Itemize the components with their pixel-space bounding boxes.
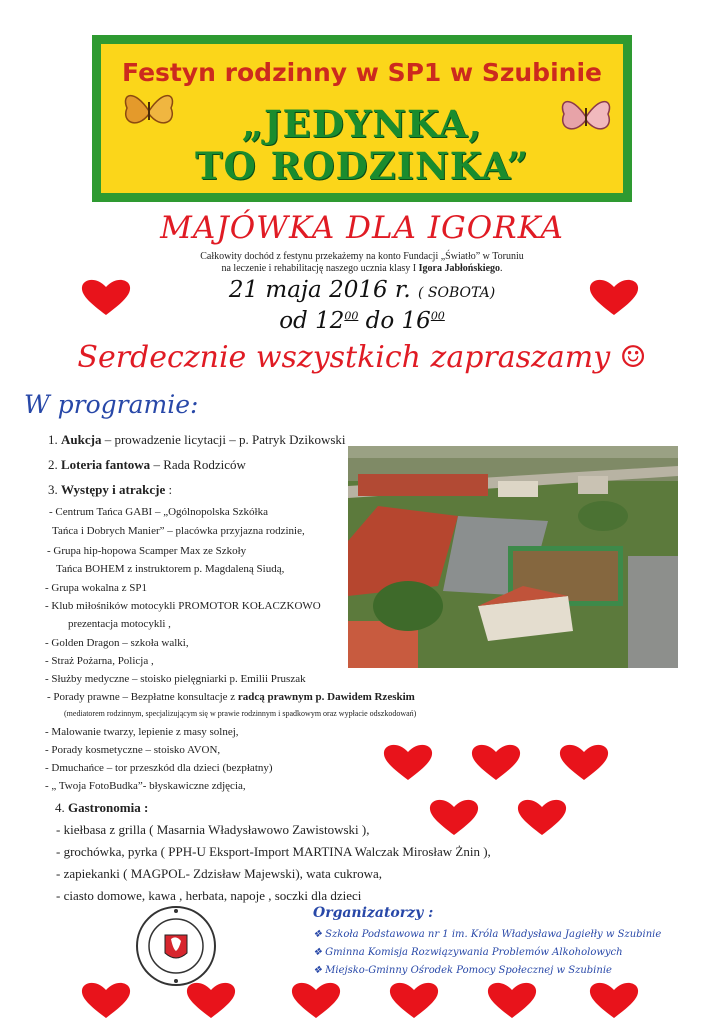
item-desc: – Rada Rodziców xyxy=(150,457,246,472)
organizers-title: Organizatorzy : xyxy=(313,905,434,921)
subitem: prezentacja motocykli , xyxy=(68,618,171,630)
program-item-1 xyxy=(48,432,346,448)
item-title: Gastronomia : xyxy=(68,800,149,815)
note-end: . xyxy=(500,263,503,274)
item-number: 4. xyxy=(55,800,68,815)
heart-icon xyxy=(428,797,480,837)
subitem: - Dmuchańce – tor przeszkód dla dzieci (bezpłatny) xyxy=(45,762,273,774)
heart-icon xyxy=(588,277,640,317)
item-title: Występy i atrakcje xyxy=(61,482,166,497)
heart-icon xyxy=(388,980,440,1020)
subitem: - Grupa wokalna z SP1 xyxy=(45,582,148,594)
subitem: - Malowanie twarzy, lepienie z masy solnej, xyxy=(45,726,239,738)
event-title: MAJÓWKA DLA IGORKA xyxy=(160,210,564,246)
heart-icon xyxy=(470,742,522,782)
food-item: - kiełbasa z grilla ( Masarnia Władysławowo Zawistowski ), xyxy=(56,822,370,837)
program-item-2 xyxy=(48,457,246,473)
organizer-item: ❖ Gminna Komisja Rozwiązywania Problemów Alkoholowych xyxy=(313,947,623,958)
heart-icon xyxy=(382,742,434,782)
aerial-school-photo xyxy=(348,446,678,668)
subitem: - Służby medyczne – stoisko pielęgniarki p. Emilii Pruszak xyxy=(45,673,306,685)
donation-note-2 xyxy=(0,263,724,274)
food-item: - grochówka, pyrka ( PPH-U Eksport-Import MARTINA Walczak Mirosław Żnin ), xyxy=(56,844,491,859)
subitem: - Porady kosmetyczne – stoisko AVON, xyxy=(45,744,221,756)
subitem: - „ Twoja FotoBudka”- błyskawiczne zdjęcia, xyxy=(45,780,246,792)
banner-line-2: TO RODZINKA” xyxy=(194,144,530,188)
item-desc: : xyxy=(165,482,173,497)
hours-to: do 16 xyxy=(358,308,431,334)
item-title: Loteria fantowa xyxy=(61,457,151,472)
item-desc: – prowadzenie licytacji – p. Patryk Dzikowski xyxy=(101,432,346,447)
school-seal-icon xyxy=(135,905,217,987)
subitem: - Grupa hip-hopowa Scamper Max ze Szkoły xyxy=(47,545,247,557)
subitem: - Klub miłośników motocykli PROMOTOR KOŁACZKOWO xyxy=(45,600,321,612)
subitem: - Golden Dragon – szkoła walki, xyxy=(45,637,189,649)
organizer-name: Szkoła Podstawowa nr 1 im. Króla Władysława Jagiełły w Szubinie xyxy=(325,929,662,940)
heart-icon xyxy=(558,742,610,782)
banner-line-1: „JEDYNKA, xyxy=(241,102,483,146)
heart-icon xyxy=(290,980,342,1020)
program-heading: W programie: xyxy=(24,390,199,419)
item-number: 3. xyxy=(48,482,61,497)
lawyer-name: radcą prawnym p. Dawidem Rzeskim xyxy=(237,691,415,703)
student-name: Igora Jabłońskiego xyxy=(418,263,501,274)
subitem: - Straż Pożarna, Policja , xyxy=(45,655,154,667)
invitation-text: Serdecznie wszystkich zapraszamy ☺ xyxy=(77,340,647,375)
heart-icon xyxy=(516,797,568,837)
organizer-name: Miejsko-Gminny Ośrodek Pomocy Społecznej w Szubinie xyxy=(325,965,612,976)
subitem xyxy=(47,691,415,703)
item-number: 2. xyxy=(48,457,61,472)
item-number: 1. xyxy=(48,432,61,447)
heart-icon xyxy=(80,277,132,317)
date-weekday: ( SOBOTA) xyxy=(418,285,496,301)
organizer-name: Gminna Komisja Rozwiązywania Problemów Alkoholowych xyxy=(325,947,623,958)
heart-icon xyxy=(185,980,237,1020)
banner-top-text: Festyn rodzinny w SP1 w Szubinie xyxy=(122,58,602,87)
subitem: Tańca i Dobrych Manier” – placówka przyjazna rodzinie, xyxy=(52,525,305,537)
note-text: na leczenie i rehabilitację naszego ucznia klasy I xyxy=(221,263,419,274)
program-item-3 xyxy=(48,482,172,498)
program-item-4 xyxy=(55,800,148,816)
subitem-note: (mediatorem rodzinnym, specjalizującym się w prawie rodzinnym i spadkowym oraz wypłacie odszkodowań) xyxy=(64,709,417,718)
food-item: - ciasto domowe, kawa , herbata, napoje , soczki dla dzieci xyxy=(56,888,362,903)
subitem: - Centrum Tańca GABI – „Ogólnopolska Szkółka xyxy=(49,506,268,518)
date-text: 21 maja 2016 r. xyxy=(228,277,411,303)
subitem: Tańca BOHEM z instruktorem p. Magdaleną Siudą, xyxy=(56,563,285,575)
item-title: Aukcja xyxy=(61,432,102,447)
organizer-item: ❖ Miejsko-Gminny Ośrodek Pomocy Społecznej w Szubinie xyxy=(313,965,612,976)
hours-from: od 12 xyxy=(279,308,345,334)
heart-icon xyxy=(80,980,132,1020)
organizer-item: ❖ Szkoła Podstawowa nr 1 im. Króla Władysława Jagiełły w Szubinie xyxy=(313,929,662,940)
hours-to-minutes: 00 xyxy=(430,309,445,323)
heart-icon xyxy=(486,980,538,1020)
food-item: - zapiekanki ( MAGPOL- Zdzisław Majewski), wata cukrowa, xyxy=(56,866,382,881)
hours-from-minutes: 00 xyxy=(344,309,359,323)
legal-text: - Porady prawne – Bezpłatne konsultacje z xyxy=(47,691,238,703)
donation-note: Całkowity dochód z festynu przekażemy na konto Fundacji „Światło” w Toruniu xyxy=(200,251,524,262)
heart-icon xyxy=(588,980,640,1020)
festival-banner xyxy=(92,35,632,202)
